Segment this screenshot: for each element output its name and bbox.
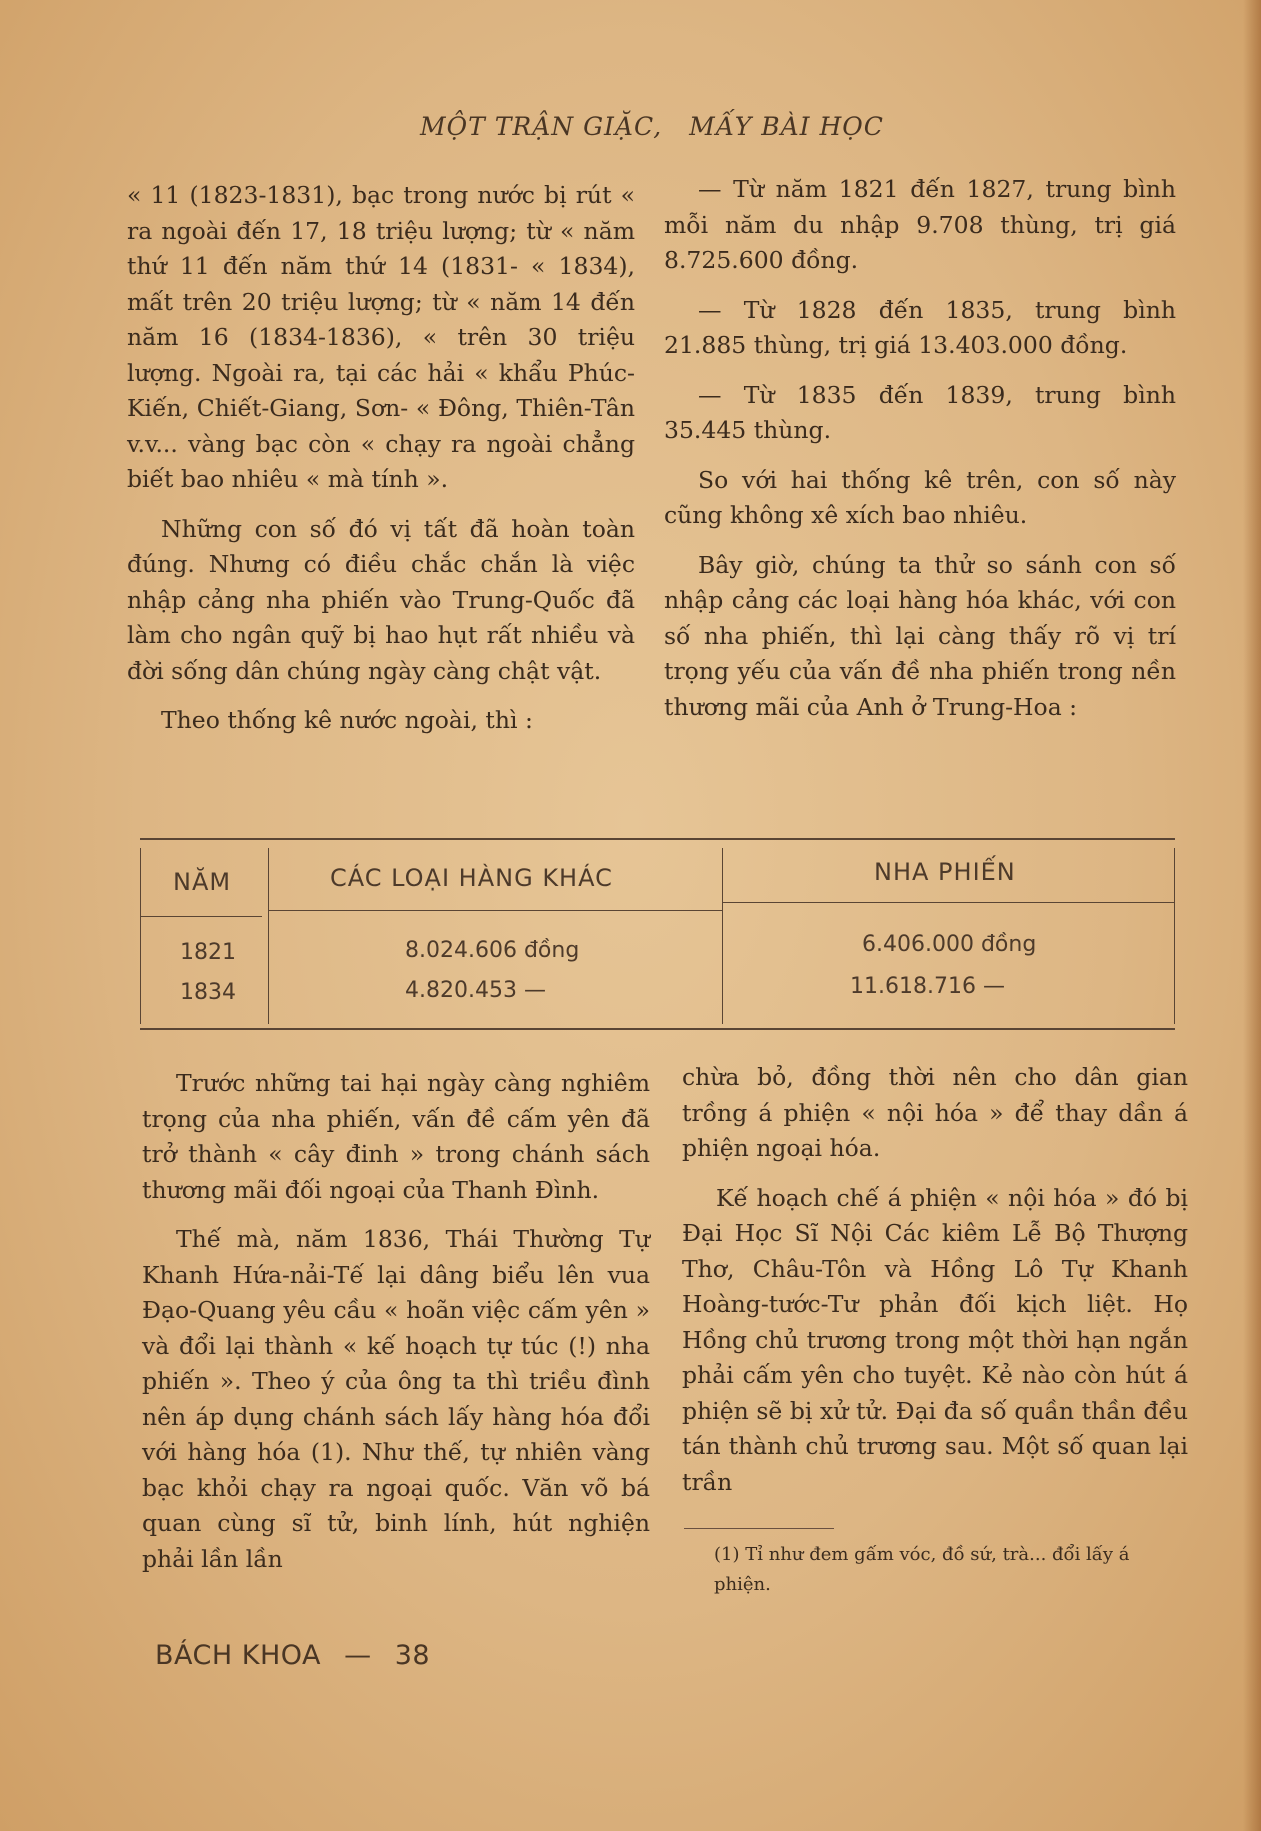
footnote: (1) Tỉ như đem gấm vóc, đồ sứ, trà... đổi lấy á phiện.: [714, 1544, 1130, 1595]
paragraph: Trước những tai hại ngày càng nghiêm trọng của nha phiến, vấn đề cấm yên đã trở thành « cây đinh » trong chánh sách thương mãi đối ngoại của Thanh Đình.: [142, 1069, 650, 1204]
cell-year: 1834: [180, 980, 236, 1005]
paragraph: Kế hoạch chế á phiện « nội hóa » đó bị Đại Học Sĩ Nội Các kiêm Lễ Bộ Thượng Thơ, Châu-Tôn và Hồng Lô Tự Khanh Hoàng-tước-Tư phản đối kịch liệt. Họ Hồng chủ trương trong một thời hạn ngắn phải cấm yên cho tuyệt. Kẻ nào còn hút á phiện sẽ bị xử tử. Đại đa số quần thần đều tán thành chủ trương sau. Một số quan lại trần: [682, 1183, 1188, 1496]
cell-other: 8.024.606 đồng: [405, 938, 580, 963]
bottom-right-column: [682, 1060, 1188, 1514]
cell-opium: 6.406.000 đồng: [862, 932, 1037, 957]
top-right-column: [664, 172, 1176, 739]
column-header-opium: NHA PHIẾN: [874, 858, 1016, 886]
cell-opium: 11.618.716 —: [850, 974, 1005, 999]
paragraph: Thế mà, năm 1836, Thái Thường Tự Khanh Hứa-nải-Tế lại dâng biểu lên vua Đạo-Quang yêu cầu « hoãn việc cấm yên » và đổi lại thành « kế hoạch tự túc (!) nha phiến ». Theo ý của ông ta thì triều đình nên áp dụng chánh sách lấy hàng hóa đổi với hàng hóa (1). Như thế, tự nhiên vàng bạc khỏi chạy ra ngoại quốc. Văn võ bá quan cùng sĩ tử, binh lính, hút nghiện phải lần lần: [142, 1225, 650, 1573]
table-border-left: [140, 848, 141, 1024]
top-left-column: [127, 178, 635, 753]
paragraph: — Từ năm 1821 đến 1827, trung bình mỗi năm du nhập 9.708 thùng, trị giá 8.725.600 đồng.: [664, 175, 1176, 274]
header-rule: [140, 916, 262, 917]
column-header-year: NĂM: [173, 868, 232, 896]
page-footer: [155, 1640, 444, 1671]
cell-other: 4.820.453 —: [405, 978, 546, 1003]
header-rule: [722, 902, 1174, 903]
column-header-other-goods: CÁC LOẠI HÀNG KHÁC: [330, 864, 613, 892]
header-part2: MẤY BÀI HỌC: [689, 112, 884, 141]
paragraph: Bây giờ, chúng ta thử so sánh con số nhập cảng các loại hàng hóa khác, với con số nha phiến, thì lại càng thấy rõ vị trí trọng yếu của vấn đề nha phiến trong nền thương mãi của Anh ở Trung-Hoa :: [664, 550, 1176, 721]
footer-separator: —: [344, 1640, 372, 1671]
header-part1: MỘT TRẬN GIẶC,: [420, 112, 663, 141]
statistics-table: [140, 838, 1175, 1030]
table-border-right: [1174, 848, 1175, 1024]
cell-year: 1821: [180, 940, 236, 965]
paragraph: So với hai thống kê trên, con số này cũng không xê xích bao nhiêu.: [664, 465, 1176, 529]
page-edge-shadow: [1243, 0, 1261, 1831]
table-divider: [722, 848, 723, 1024]
paragraph: chừa bỏ, đồng thời nên cho dân gian trồng á phiện « nội hóa » để thay dần á phiện ngoại hóa.: [682, 1063, 1188, 1162]
footnote-separator: [684, 1528, 834, 1529]
paragraph: — Từ 1835 đến 1839, trung bình 35.445 thùng.: [664, 380, 1176, 444]
paragraph: Những con số đó vị tất đã hoàn toàn đúng. Nhưng có điều chắc chắn là việc nhập cảng nha phiến vào Trung-Quốc đã làm cho ngân quỹ bị hao hụt rất nhiều và đời sống dân chúng ngày càng chật vật.: [127, 514, 635, 685]
header-rule: [268, 910, 722, 911]
page-number: 38: [394, 1640, 431, 1671]
paragraph: « 11 (1823-1831), bạc trong nước bị rút « ra ngoài đến 17, 18 triệu lượng; từ « năm thứ 11 đến năm thứ 14 (1831- « 1834), mất trên 20 triệu lượng; từ « năm 14 đến năm 16 (1834-1836), « trên 30 triệu lượng. Ngoài ra, tại các hải « khẩu Phúc-Kiến, Chiết-Giang, Sơn- « Đông, Thiên-Tân v.v... vàng bạc còn « chạy ra ngoài chẳng biết bao nhiêu « mà tính ».: [127, 181, 635, 493]
paragraph: — Từ 1828 đến 1835, trung bình 21.885 thùng, trị giá 13.403.000 đồng.: [664, 295, 1176, 359]
bottom-left-column: [142, 1066, 650, 1591]
table-divider: [268, 848, 269, 1024]
running-header: [420, 112, 980, 141]
footer-magazine: BÁCH KHOA: [155, 1640, 322, 1671]
paragraph: Theo thống kê nước ngoài, thì :: [161, 706, 533, 734]
